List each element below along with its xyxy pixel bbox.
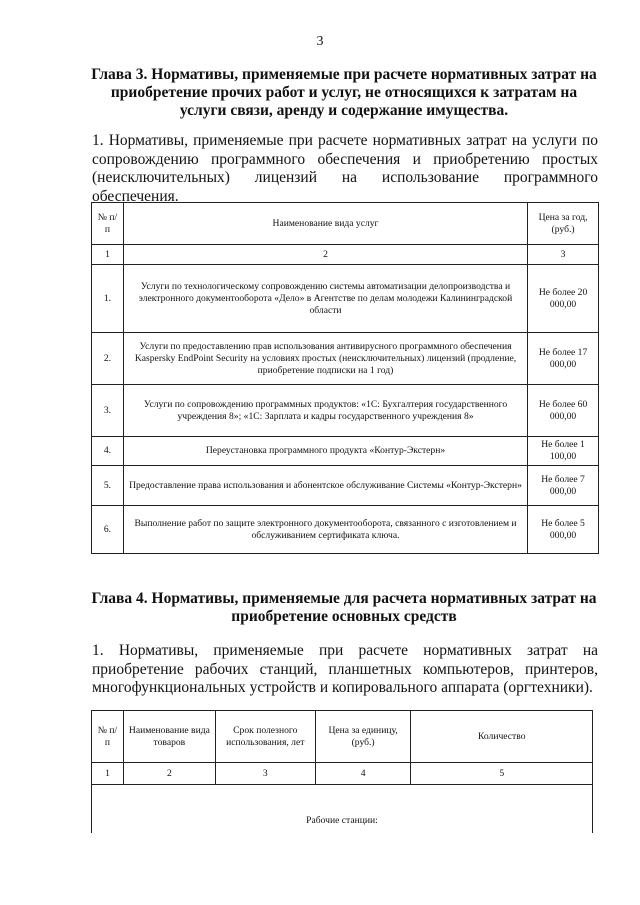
col-header-service-name: Наименование вида услуг: [123, 203, 527, 245]
row-number: 1.: [92, 265, 124, 333]
row-service-name: Услуги по предоставлению прав использования антивирусного программного обеспечения Kaspersky EndPoint Security на условиях простых (неисключительных) лицензий (продление, приобретение подписки на 1 год): [123, 333, 527, 385]
row-price: Не более 60 000,00: [528, 385, 599, 437]
row-number: 2.: [92, 333, 124, 385]
row-price: Не более 17 000,00: [528, 333, 599, 385]
row-service-name: Услуги по сопровождению программных продуктов: «1С: Бухгалтерия государственного учреждения 8»; «1С: Зарплата и кадры государственного учреждения 8»: [123, 385, 527, 437]
col-header-goods-name: Наименование вида товаров: [123, 711, 215, 763]
section-label-workstations: Рабочие станции:: [92, 785, 593, 833]
chapter4-table: [91, 710, 593, 833]
col-header-quantity: Количество: [411, 711, 593, 763]
row-price: Не более 1 100,00: [528, 437, 599, 466]
numbering-cell: 2: [123, 245, 527, 265]
numbering-cell: 3: [528, 245, 599, 265]
chapter4-paragraph: 1. Нормативы, применяемые при расчете нормативных затрат на приобретение рабочих станций, планшетных компьютеров, принтеров, многофункциональных устройств и копировального аппарата (оргтехники).: [92, 642, 598, 696]
row-price: Не более 20 000,00: [528, 265, 599, 333]
numbering-cell: 4: [315, 763, 411, 785]
row-service-name: Услуги по технологическому сопровождению системы автоматизации делопроизводства и электронного документооборота «Дело» в Агентстве по делам молодежи Калининградской области: [123, 265, 527, 333]
row-number: 4.: [92, 437, 124, 466]
row-number: 6.: [92, 506, 124, 554]
page-number: 3: [316, 34, 324, 49]
row-service-name: Предоставление права использования и абонентское обслуживание Системы «Контур-Экстерн»: [123, 466, 527, 506]
table-row: [92, 333, 599, 385]
table-row: [92, 466, 599, 506]
table-row: [92, 265, 599, 333]
col-header-unit-price: Цена за единицу, (руб.): [315, 711, 411, 763]
numbering-cell: 1: [92, 245, 124, 265]
numbering-cell: 5: [411, 763, 593, 785]
numbering-row: [92, 245, 599, 265]
col-header-number: № п/п: [92, 203, 124, 245]
table-row: [92, 437, 599, 466]
row-number: 3.: [92, 385, 124, 437]
numbering-cell: 2: [123, 763, 215, 785]
chapter3-title: Глава 3. Нормативы, применяемые при расчете нормативных затрат на приобретение прочих работ и услуг, не относящихся к затратам на услуги связи, аренду и содержание имущества.: [91, 66, 597, 119]
row-price: Не более 5 000,00: [528, 506, 599, 554]
numbering-cell: 3: [215, 763, 315, 785]
numbering-cell: 1: [92, 763, 124, 785]
row-price: Не более 7 000,00: [528, 466, 599, 506]
row-service-name: Выполнение работ по защите электронного документооборота, связанного с изготовлением и обслуживанием сертификата ключа.: [123, 506, 527, 554]
numbering-row: [92, 763, 593, 785]
section-row: [92, 785, 593, 833]
col-header-useful-life: Срок полезного использования, лет: [215, 711, 315, 763]
row-service-name: Переустановка программного продукта «Контур-Экстерн»: [123, 437, 527, 466]
col-header-number: № п/п: [92, 711, 124, 763]
table-row: [92, 385, 599, 437]
chapter3-paragraph: 1. Нормативы, применяемые при расчете нормативных затрат на услуги по сопровождению программного обеспечения и приобретению простых (неисключительных) лицензий на использование программного обеспечения.: [92, 132, 598, 205]
col-header-price: Цена за год, (руб.): [528, 203, 599, 245]
chapter4-title: Глава 4. Нормативы, применяемые для расчета нормативных затрат на приобретение основных средств: [91, 590, 597, 625]
table-row: [92, 506, 599, 554]
row-number: 5.: [92, 466, 124, 506]
chapter3-table: [91, 202, 599, 554]
